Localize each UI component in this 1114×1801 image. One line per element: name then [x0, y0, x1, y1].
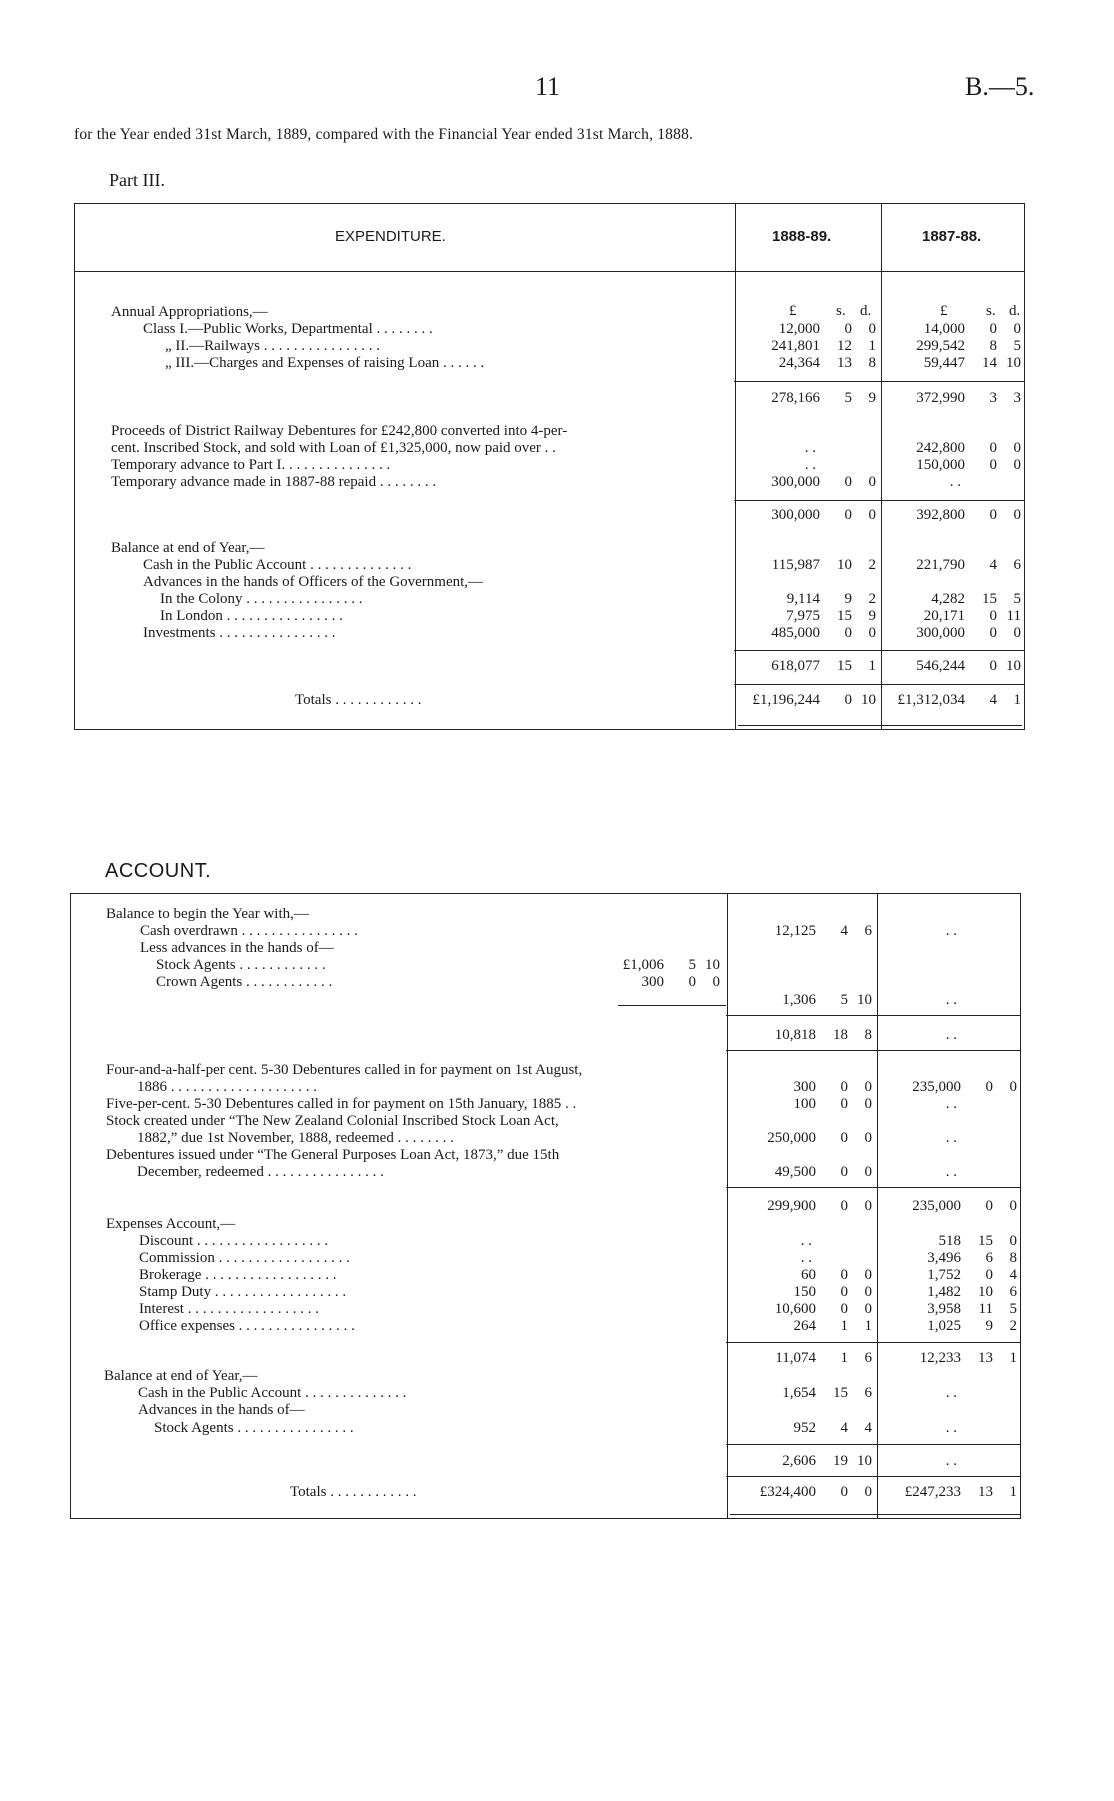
account-subtotal-rule	[726, 1015, 1021, 1016]
expenditure-row-label: In the Colony . . . . . . . . . . . . . . . .	[160, 591, 363, 607]
account-inner-amount-pence: 0	[712, 974, 720, 990]
expenditure-amount-previous-shillings: 0	[989, 507, 997, 523]
account-amount-previous	[927, 1267, 1017, 1284]
account-amount-current-shillings: 18	[833, 1027, 848, 1043]
account-row	[0, 1250, 1114, 1267]
account-amount-previous-nil: . .	[945, 1027, 957, 1043]
expenditure-amount-current-shillings: 0	[844, 692, 852, 708]
expenditure-amount-previous-pounds: 372,990	[916, 390, 965, 406]
expenditure-amount-current-shillings: 9	[844, 591, 852, 607]
account-row-label: Advances in the hands of—	[138, 1402, 305, 1418]
account-amount-current-pence: 1	[864, 1318, 872, 1334]
account-amount-current-pounds: £324,400	[759, 1484, 816, 1500]
account-amount-current-pence: 6	[864, 923, 872, 939]
expenditure-amount-current-pence: 2	[868, 557, 876, 573]
account-amount-current-shillings: 19	[833, 1453, 848, 1469]
column-1888-89: 1888-89.	[772, 228, 832, 245]
account-row	[0, 1096, 1114, 1113]
expenditure-amount-current-pence: 2	[868, 591, 876, 607]
account-amount-previous	[927, 1284, 1017, 1301]
account-amount-previous-shillings: 11	[978, 1301, 993, 1317]
account-amount-current	[794, 1079, 873, 1096]
account-amount-previous-pounds: 12,233	[919, 1350, 961, 1366]
account-row	[0, 957, 1114, 974]
page-subtitle: for the Year ended 31st March, 1889, compared with the Financial Year ended 31st March, 1888.	[74, 126, 694, 143]
expenditure-row-label: „ II.—Railways . . . . . . . . . . . . . . . .	[165, 338, 380, 354]
account-amount-previous-shillings: 13	[978, 1350, 993, 1366]
account-amount-current-nil: . .	[800, 1250, 812, 1266]
account-amount-current	[775, 1301, 872, 1318]
account-amount-previous-nil: . .	[945, 1453, 957, 1469]
account-row	[0, 992, 1114, 1009]
account-row	[0, 1062, 1114, 1079]
account-row	[0, 1318, 1114, 1335]
unit-pence: d.	[1009, 303, 1021, 319]
expenditure-amount-previous-pence: 0	[1013, 321, 1021, 337]
account-inner-amount-shillings: 5	[688, 957, 696, 973]
account-row-label: Balance to begin the Year with,—	[106, 906, 309, 922]
part-heading: Part III.	[109, 170, 165, 190]
account-row-label: Stock Agents . . . . . . . . . . . . . . . .	[154, 1420, 354, 1436]
account-amount-current-nil: . .	[800, 1233, 812, 1249]
account-amount-previous	[912, 1198, 1017, 1215]
expenditure-amount-current-pence: 9	[868, 608, 876, 624]
account-subtotal-rule	[726, 1476, 1021, 1477]
account-row-label: Brokerage . . . . . . . . . . . . . . . . . .	[139, 1267, 337, 1283]
expenditure-amount-current-pounds: 300,000	[771, 474, 820, 490]
account-amount-current	[794, 1096, 873, 1113]
expenditure-amount-current-pence: 0	[868, 507, 876, 523]
account-amount-current-shillings: 15	[833, 1385, 848, 1401]
expenditure-amount-previous-pence: 0	[1013, 457, 1021, 473]
expenditure-amount-previous-pounds: 4,282	[931, 591, 965, 607]
account-amount-current-pence: 0	[864, 1484, 872, 1500]
account-amount-previous-pence: 6	[1009, 1284, 1017, 1300]
account-amount-current-shillings: 5	[840, 992, 848, 1008]
account-row-label: Stock Agents . . . . . . . . . . . .	[156, 957, 326, 973]
account-amount-current-pence: 6	[864, 1385, 872, 1401]
expenditure-amount-previous-pence: 10	[1006, 658, 1021, 674]
expenditure-amount-previous-pounds: 392,800	[916, 507, 965, 523]
account-amount-current	[767, 1130, 872, 1147]
expenditure-amount-current-shillings: 10	[837, 557, 852, 573]
expenditure-amount-previous-shillings: 4	[989, 557, 997, 573]
account-amount-current-shillings: 1	[840, 1350, 848, 1366]
account-amount-previous-pounds: 1,482	[927, 1284, 961, 1300]
account-row	[0, 1113, 1114, 1130]
account-amount-previous-pence: 1	[1009, 1350, 1017, 1366]
expenditure-amount-current-pence: 0	[868, 474, 876, 490]
page-number: 11	[535, 72, 561, 101]
account-row-label: Interest . . . . . . . . . . . . . . . . . .	[139, 1301, 319, 1317]
expenditure-row-label: Totals . . . . . . . . . . . .	[295, 692, 422, 708]
expenditure-amount-current-pounds: 278,166	[771, 390, 820, 406]
account-amount-current-shillings: 0	[840, 1130, 848, 1146]
expenditure-amount-current-nil: . .	[804, 440, 816, 456]
account-inner-amount	[642, 974, 721, 991]
account-amount-previous-nil: . .	[945, 1096, 957, 1112]
expenditure-amount-current-pence: 1	[868, 658, 876, 674]
expenditure-amount-previous-shillings: 0	[989, 457, 997, 473]
expenditure-amount-previous-pounds: 299,542	[916, 338, 965, 354]
expenditure-amount-previous-pence: 6	[1013, 557, 1021, 573]
account-amount-previous	[927, 1250, 1017, 1267]
account-amount-previous-shillings: 6	[985, 1250, 993, 1266]
column-1887-88: 1887-88.	[922, 228, 982, 245]
account-amount-previous-nil: . .	[945, 1164, 957, 1180]
account-row	[0, 1368, 1114, 1385]
account-amount-current	[775, 1350, 872, 1367]
expenditure-amount-previous-pence: 11	[1006, 608, 1021, 624]
account-amount-current-pence: 10	[857, 992, 872, 1008]
expenditure-amount-current-shillings: 15	[837, 658, 852, 674]
account-amount-previous	[905, 1484, 1017, 1501]
account-subtotal-rule	[726, 1444, 1021, 1445]
account-row-label: Cash overdrawn . . . . . . . . . . . . . . . .	[140, 923, 358, 939]
account-amount-current-pence: 10	[857, 1453, 872, 1469]
expenditure-row-label: Class I.—Public Works, Departmental . . . . . . . .	[143, 321, 433, 337]
expenditure-amount-current-shillings: 12	[837, 338, 852, 354]
account-row	[0, 1402, 1114, 1419]
account-amount-current	[775, 1164, 872, 1181]
account-amount-current-pounds: 11,074	[775, 1350, 816, 1366]
expenditure-amount-current-shillings: 0	[844, 507, 852, 523]
account-inner-amount-pounds: 300	[641, 974, 664, 990]
account-subtotal-rule	[726, 1050, 1021, 1051]
inner-subtotal-rule	[618, 1005, 726, 1006]
expenditure-amount-current-pence: 0	[868, 625, 876, 641]
expenditure-amount-previous-pounds: 300,000	[916, 625, 965, 641]
expenditure-amount-previous-shillings: 0	[989, 440, 997, 456]
expenditure-row-label: Advances in the hands of Officers of the Government,—	[143, 574, 484, 590]
account-amount-current-pence: 0	[864, 1079, 872, 1095]
account-row-label: 1886 . . . . . . . . . . . . . . . . . . . .	[137, 1079, 317, 1095]
expenditure-amount-current-pounds: 115,987	[771, 557, 820, 573]
account-amount-current	[794, 1284, 873, 1301]
expenditure-amount-current-shillings: 0	[844, 321, 852, 337]
account-amount-previous	[927, 1301, 1017, 1318]
account-amount-previous-pounds: 1,752	[927, 1267, 961, 1283]
account-row	[0, 1130, 1114, 1147]
account-row	[0, 1301, 1114, 1318]
account-amount-current	[782, 992, 872, 1009]
account-amount-current-pounds: 10,818	[774, 1027, 816, 1043]
account-row-label: Office expenses . . . . . . . . . . . . . . . .	[139, 1318, 355, 1334]
expenditure-amount-previous-pence: 3	[1013, 390, 1021, 406]
account-amount-current-pounds: 12,125	[774, 923, 816, 939]
account-amount-current-pounds: 299,900	[767, 1198, 816, 1214]
account-amount-previous-pence: 4	[1009, 1267, 1017, 1283]
account-row-label: Stamp Duty . . . . . . . . . . . . . . . . . .	[139, 1284, 347, 1300]
account-subtotal-rule	[726, 1187, 1021, 1188]
account-row-label: Commission . . . . . . . . . . . . . . . . . .	[139, 1250, 350, 1266]
expenditure-amount-previous-pence: 0	[1013, 507, 1021, 523]
account-row-label: Balance at end of Year,—	[104, 1368, 258, 1384]
expenditure-amount-current-pounds: 12,000	[778, 321, 820, 337]
account-row	[0, 1147, 1114, 1164]
account-row	[0, 1385, 1114, 1402]
account-amount-previous-pounds: 1,025	[927, 1318, 961, 1334]
expenditure-amount-current-shillings: 13	[837, 355, 852, 371]
account-amount-current-shillings: 0	[840, 1484, 848, 1500]
expenditure-row-label: In London . . . . . . . . . . . . . . . .	[160, 608, 343, 624]
account-row-label: Expenses Account,—	[106, 1216, 236, 1232]
expenditure-amount-current-pence: 1	[868, 338, 876, 354]
account-amount-current	[782, 1453, 872, 1470]
totals-double-rule	[730, 1514, 1020, 1515]
expenditure-amount-previous-pence: 5	[1013, 338, 1021, 354]
expenditure-row-label: cent. Inscribed Stock, and sold with Loan of £1,325,000, now paid over . .	[111, 440, 556, 456]
expenditure-amount-current-pounds: £1,196,244	[752, 692, 820, 708]
account-amount-current-shillings: 1	[840, 1318, 848, 1334]
document-reference: B.—5.	[965, 72, 1035, 101]
account-amount-current-pounds: 100	[793, 1096, 816, 1112]
unit-shillings: s.	[986, 303, 996, 319]
account-amount-previous-pounds: 518	[938, 1233, 961, 1249]
account-row	[0, 1453, 1114, 1470]
account-amount-previous-nil: . .	[945, 1385, 957, 1401]
expenditure-amount-current-pounds: 7,975	[786, 608, 820, 624]
expenditure-amount-current-shillings: 0	[844, 625, 852, 641]
unit-pounds: £	[789, 303, 797, 319]
expenditure-amount-current-pence: 0	[868, 321, 876, 337]
expenditure-amount-previous-pounds: 59,447	[923, 355, 965, 371]
account-amount-current	[767, 1198, 872, 1215]
account-amount-previous-pence: 8	[1009, 1250, 1017, 1266]
account-amount-current-pence: 0	[864, 1198, 872, 1214]
expenditure-amount-current-nil: . .	[804, 457, 816, 473]
expenditure-amount-current-shillings: 0	[844, 474, 852, 490]
account-row	[0, 1079, 1114, 1096]
account-amount-current-pence: 0	[864, 1164, 872, 1180]
account-row-label: Cash in the Public Account . . . . . . . . . . . . . .	[138, 1385, 407, 1401]
account-amount-current-pence: 0	[864, 1130, 872, 1146]
account-inner-amount-shillings: 0	[688, 974, 696, 990]
account-amount-previous-pounds: 3,958	[927, 1301, 961, 1317]
account-amount-previous-nil: . .	[945, 1420, 957, 1436]
account-row-label: Stock created under “The New Zealand Colonial Inscribed Stock Loan Act,	[106, 1113, 559, 1129]
account-amount-current-shillings: 0	[840, 1079, 848, 1095]
expenditure-amount-previous-shillings: 3	[989, 390, 997, 406]
expenditure-row-label: Temporary advance made in 1887-88 repaid . . . . . . . .	[111, 474, 437, 490]
account-amount-previous-shillings: 15	[978, 1233, 993, 1249]
account-amount-current-pounds: 150	[793, 1284, 816, 1300]
expenditure-amount-previous-pence: 0	[1013, 440, 1021, 456]
expenditure-amount-current-pounds: 241,801	[771, 338, 820, 354]
account-row	[0, 1484, 1114, 1501]
account-amount-current-pounds: 1,306	[782, 992, 816, 1008]
account-row	[0, 1284, 1114, 1301]
account-inner-amount	[623, 957, 720, 974]
expenditure-amount-previous-pence: 0	[1013, 625, 1021, 641]
account-row-label: Discount . . . . . . . . . . . . . . . . . .	[139, 1233, 329, 1249]
expenditure-amount-previous-shillings: 4	[989, 692, 997, 708]
account-amount-previous-pounds: 3,496	[927, 1250, 961, 1266]
account-row-label: Five-per-cent. 5-30 Debentures called in for payment on 15th January, 1885 . .	[106, 1096, 577, 1112]
account-amount-current-pounds: 49,500	[774, 1164, 816, 1180]
expenditure-amount-current-pence: 8	[868, 355, 876, 371]
account-amount-previous-pounds: 235,000	[912, 1079, 961, 1095]
account-row	[0, 1420, 1114, 1437]
account-amount-current	[760, 1484, 872, 1501]
account-amount-previous-pence: 2	[1009, 1318, 1017, 1334]
unit-pounds: £	[940, 303, 948, 319]
account-row	[0, 1233, 1114, 1250]
account-amount-current-shillings: 0	[840, 1096, 848, 1112]
account-amount-current-pence: 0	[864, 1284, 872, 1300]
account-amount-previous	[920, 1350, 1017, 1367]
account-amount-previous-shillings: 0	[985, 1079, 993, 1095]
account-amount-current-pence: 4	[864, 1420, 872, 1436]
account-amount-current	[801, 1267, 872, 1284]
account-amount-current-pence: 0	[864, 1267, 872, 1283]
account-amount-current-pence: 0	[864, 1301, 872, 1317]
account-amount-current-pounds: 2,606	[782, 1453, 816, 1469]
account-amount-current-pounds: 300	[793, 1079, 816, 1095]
account-amount-current	[794, 1420, 873, 1437]
account-amount-current-shillings: 0	[840, 1164, 848, 1180]
account-inner-amount-pence: 10	[705, 957, 720, 973]
account-amount-previous-pence: 1	[1009, 1484, 1017, 1500]
account-amount-current	[794, 1318, 873, 1335]
account-amount-previous-shillings: 10	[978, 1284, 993, 1300]
expenditure-amount-previous-pounds: 20,171	[923, 608, 965, 624]
account-amount-previous-pence: 0	[1009, 1198, 1017, 1214]
expenditure-amount-previous-pounds: 221,790	[916, 557, 965, 573]
account-row-label: Four-and-a-half-per cent. 5-30 Debentures called in for payment on 1st August,	[106, 1062, 583, 1078]
expenditure-amount-previous-shillings: 14	[982, 355, 997, 371]
account-amount-current-shillings: 0	[840, 1198, 848, 1214]
expenditure-amount-previous-pounds: 14,000	[923, 321, 965, 337]
account-amount-previous-pounds: 235,000	[912, 1198, 961, 1214]
account-amount-current-shillings: 4	[840, 1420, 848, 1436]
expenditure-amount-previous-pounds: £1,312,034	[897, 692, 965, 708]
account-inner-amount-pounds: £1,006	[622, 957, 664, 973]
account-subtotal-rule	[726, 1342, 1021, 1343]
account-amount-current-pounds: 250,000	[767, 1130, 816, 1146]
account-amount-current-pence: 8	[864, 1027, 872, 1043]
expenditure-amount-current-pounds: 300,000	[771, 507, 820, 523]
account-amount-previous-nil: . .	[945, 1130, 957, 1146]
expenditure-amount-previous-shillings: 0	[989, 658, 997, 674]
expenditure-row-label: Cash in the Public Account . . . . . . . . . . . . . .	[143, 557, 412, 573]
expenditure-amount-previous-pounds: 150,000	[916, 457, 965, 473]
expenditure-amount-previous-pounds: 546,244	[916, 658, 965, 674]
account-amount-previous-shillings: 0	[985, 1198, 993, 1214]
account-row	[0, 1350, 1114, 1367]
expenditure-amount-current-pounds: 618,077	[771, 658, 820, 674]
expenditure-amount-current-pounds: 485,000	[771, 625, 820, 641]
account-row-label: 1882,” due 1st November, 1888, redeemed . . . . . . . .	[137, 1130, 454, 1146]
expenditure-amount-current-shillings: 5	[844, 390, 852, 406]
expenditure-amount-current-pounds: 9,114	[786, 591, 820, 607]
account-amount-previous-pence: 0	[1009, 1233, 1017, 1249]
expenditure-row-label: Investments . . . . . . . . . . . . . . . .	[143, 625, 336, 641]
account-amount-current-pounds: 60	[801, 1267, 816, 1283]
account-row-label: Debentures issued under “The General Purposes Loan Act, 1873,” due 15th	[106, 1147, 560, 1163]
account-amount-previous	[912, 1079, 1017, 1096]
expenditure-amount-previous-pounds: 242,800	[916, 440, 965, 456]
account-row	[0, 1267, 1114, 1284]
account-amount-current-pounds: 10,600	[774, 1301, 816, 1317]
expenditure-row-label: Annual Appropriations,—	[111, 304, 268, 320]
account-heading: ACCOUNT.	[105, 860, 212, 882]
expenditure-amount-current-shillings: 15	[837, 608, 852, 624]
account-row	[0, 906, 1114, 923]
account-amount-current-pence: 0	[864, 1096, 872, 1112]
account-row	[0, 1198, 1114, 1215]
account-row	[0, 940, 1114, 957]
expenditure-row-label: „ III.—Charges and Expenses of raising Loan . . . . . .	[165, 355, 485, 371]
account-amount-current-pounds: 952	[793, 1420, 816, 1436]
account-amount-previous-shillings: 0	[985, 1267, 993, 1283]
account-row	[0, 1216, 1114, 1233]
expenditure-amount-previous-pence: 1	[1013, 692, 1021, 708]
expenditure-amount-previous-pence: 10	[1006, 355, 1021, 371]
account-amount-previous-nil: . .	[945, 992, 957, 1008]
account-amount-current-shillings: 0	[840, 1267, 848, 1283]
account-row-label: Crown Agents . . . . . . . . . . . .	[156, 974, 333, 990]
account-amount-current	[775, 1027, 872, 1044]
account-amount-current-shillings: 0	[840, 1301, 848, 1317]
account-amount-current-pence: 6	[864, 1350, 872, 1366]
account-amount-current	[782, 1385, 872, 1402]
account-amount-previous	[927, 1318, 1017, 1335]
expenditure-row-label: Temporary advance to Part I. . . . . . . . . . . . . . .	[111, 457, 391, 473]
unit-pence: d.	[860, 303, 872, 319]
account-amount-previous-pence: 0	[1009, 1079, 1017, 1095]
account-amount-current	[775, 923, 872, 940]
account-row-label: December, redeemed . . . . . . . . . . . . . . . .	[137, 1164, 384, 1180]
expenditure-heading: EXPENDITURE.	[335, 228, 446, 245]
expenditure-amount-current-pence: 10	[861, 692, 876, 708]
expenditure-amount-previous-pence: 5	[1013, 591, 1021, 607]
account-row	[0, 1164, 1114, 1181]
expenditure-amount-previous-nil: . .	[949, 474, 961, 490]
unit-shillings: s.	[836, 303, 846, 319]
account-amount-previous-pounds: £247,233	[904, 1484, 961, 1500]
account-amount-previous-nil: . .	[945, 923, 957, 939]
account-amount-previous-shillings: 9	[985, 1318, 993, 1334]
account-row	[0, 1027, 1114, 1044]
expenditure-amount-current-pounds: 24,364	[778, 355, 820, 371]
account-amount-previous	[939, 1233, 1018, 1250]
expenditure-amount-previous-shillings: 0	[989, 608, 997, 624]
expenditure-row-label: Balance at end of Year,—	[111, 540, 265, 556]
expenditure-row-label: Proceeds of District Railway Debentures for £242,800 converted into 4-per-	[111, 423, 568, 439]
account-row	[0, 974, 1114, 991]
expenditure-amount-current-pence: 9	[868, 390, 876, 406]
account-amount-current-pounds: 264	[793, 1318, 816, 1334]
account-amount-current-shillings: 0	[840, 1284, 848, 1300]
expenditure-amount-previous-shillings: 8	[989, 338, 997, 354]
expenditure-amount-previous-shillings: 0	[989, 321, 997, 337]
account-amount-current-pounds: 1,654	[782, 1385, 816, 1401]
account-amount-current-shillings: 4	[840, 923, 848, 939]
account-row-label: Less advances in the hands of—	[140, 940, 334, 956]
account-amount-previous-pence: 5	[1009, 1301, 1017, 1317]
account-row	[0, 923, 1114, 940]
account-amount-previous-shillings: 13	[978, 1484, 993, 1500]
account-row-label: Totals . . . . . . . . . . . .	[290, 1484, 417, 1500]
expenditure-amount-previous-shillings: 0	[989, 625, 997, 641]
expenditure-amount-previous-shillings: 15	[982, 591, 997, 607]
